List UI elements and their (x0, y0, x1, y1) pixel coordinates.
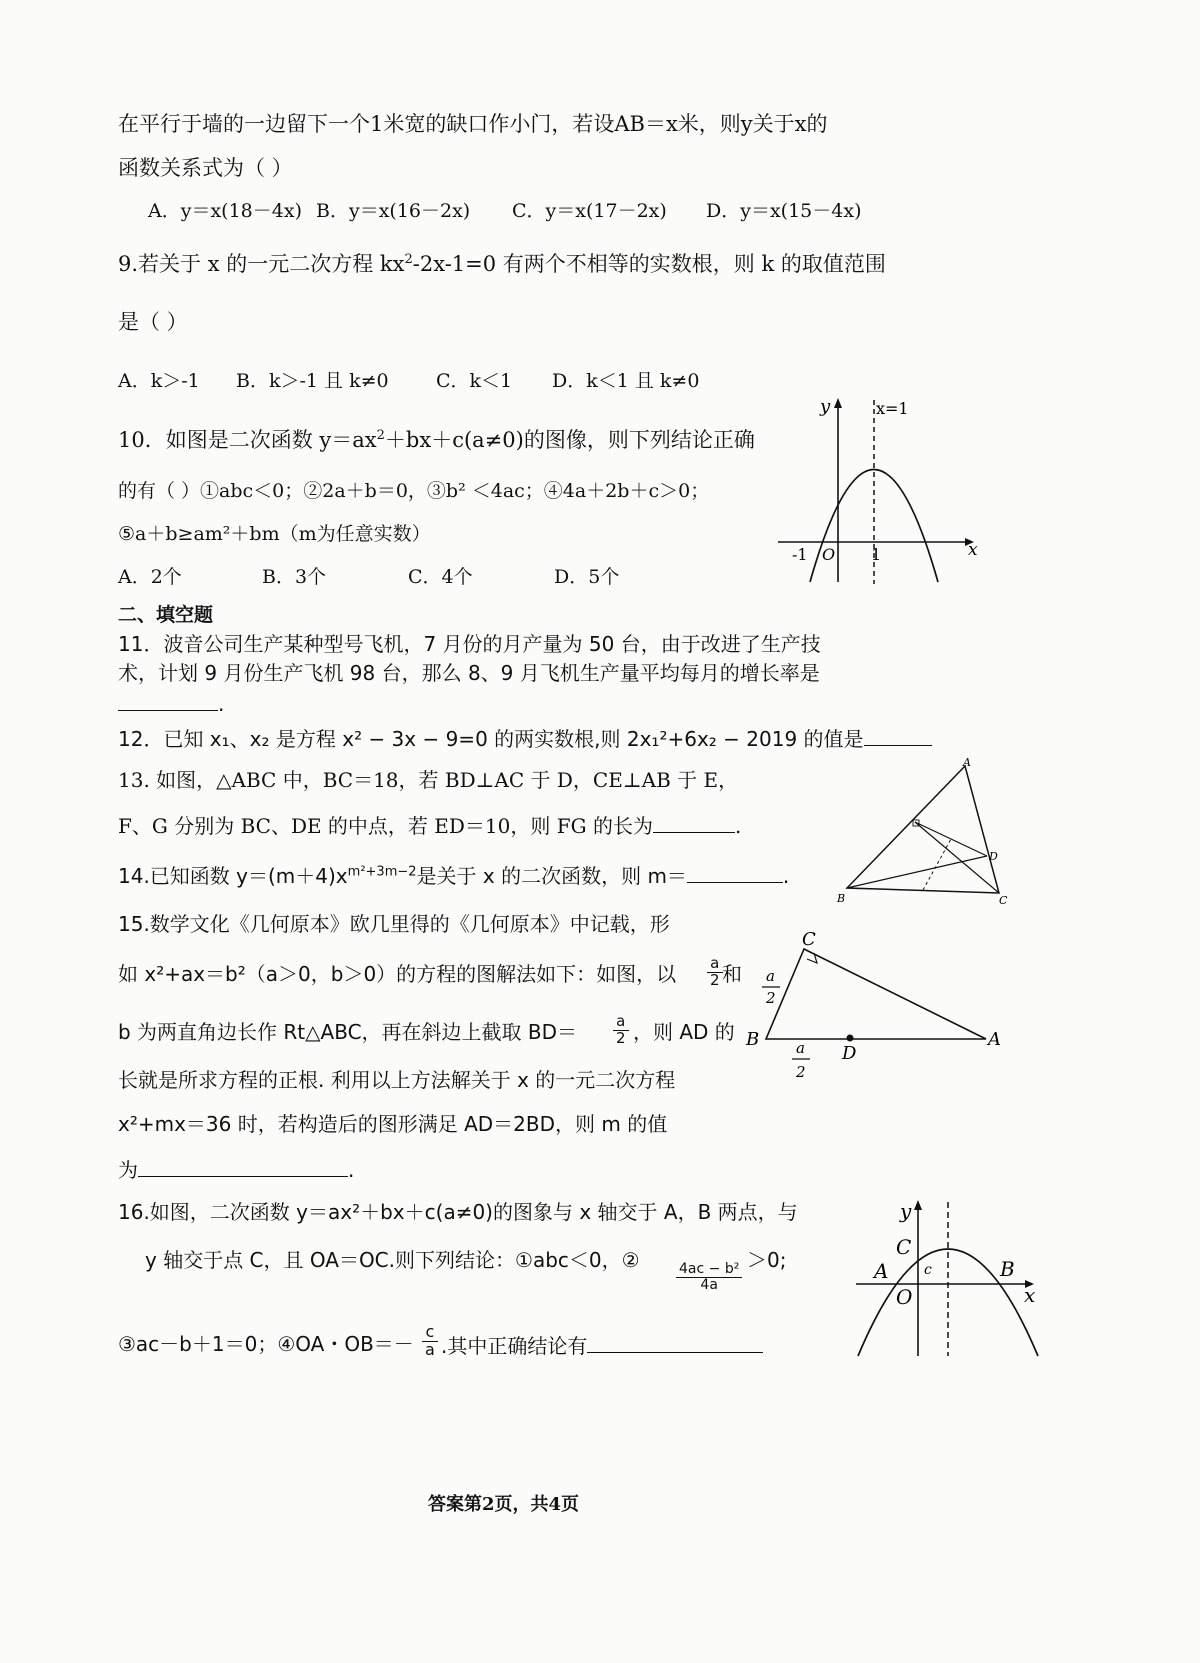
q13-label-a: A (963, 758, 971, 769)
q16-line3-end (441, 1332, 763, 1358)
q10-y-label: y (820, 396, 831, 417)
q13-line2 (118, 812, 741, 838)
q11-line2: 术，计划 9 月份生产飞机 98 台，那么 8、9 月飞机生产量平均每月的增长率是 (118, 661, 820, 685)
q13-triangle-figure (835, 758, 1015, 908)
q10-line1-sup: 2 (376, 428, 385, 443)
q16-label-c-height: c (924, 1262, 932, 1278)
q15-side-num: a (766, 967, 775, 985)
q13-segment-fg (923, 839, 951, 890)
q15-label-a: A (988, 1029, 1001, 1050)
q15-line6-text: 为 (118, 1158, 138, 1182)
q15-label-c: C (802, 929, 816, 950)
q10-line3: ⑤a＋b≥am²＋bm（m为任意实数） (118, 523, 431, 545)
q9-option-a: A．k＞-1 (118, 370, 200, 392)
q16-label-c: C (896, 1235, 912, 1259)
q16-line3-fraction (422, 1324, 438, 1359)
q13-segment-bd (847, 856, 987, 888)
q8-option-d: D．y＝x(15－4x) (706, 200, 862, 222)
q14-text-sup: m²+3m−2 (347, 864, 417, 880)
q15-line1: 15.数学文化《几何原本》欧几里得的《几何原本》中记载，形 (118, 912, 670, 936)
q13-line2-text: F、G 分别为 BC、DE 的中点，若 ED＝10，则 FG 的长为 (118, 814, 653, 838)
q8-option-a: A．y＝x(18－4x) (148, 200, 302, 222)
q13-line1: 13. 如图，△ABC 中，BC＝18，若 BD⊥AC 于 D，CE⊥AB 于 E， (118, 768, 739, 792)
q15-line2-frac-num: a (707, 956, 723, 973)
q15-line3-fraction (613, 1014, 629, 1047)
q13-answer-blank (653, 812, 735, 833)
q14-line (118, 862, 789, 888)
q11-line3 (118, 690, 224, 716)
q13-label-b: B (837, 892, 846, 905)
q16-x-label: x (1024, 1283, 1036, 1307)
q10-tick-neg1: -1 (792, 545, 808, 564)
q14-answer-blank (687, 862, 783, 883)
q16-label-b: B (1000, 1257, 1015, 1281)
q15-line6 (118, 1156, 354, 1182)
q16-label-o: O (896, 1285, 913, 1309)
q15-line3-a: b 为两直角边长作 Rt△ABC，再在斜边上截取 BD＝ (118, 1020, 578, 1044)
q11-answer-blank (118, 690, 218, 711)
q14-text-a: 14.已知函数 y＝(m＋4)x (118, 864, 348, 888)
q15-bd-den: 2 (796, 1063, 806, 1081)
q15-line6-end: . (348, 1158, 355, 1182)
q10-option-d: D．5个 (554, 566, 620, 588)
q9-line2: 是（ ） (118, 310, 188, 334)
q16-answer-blank (587, 1332, 763, 1353)
q8-line1: 在平行于墙的一边留下一个1米宽的缺口作小门，若设AB＝x米，则y关于x的 (118, 112, 828, 136)
q15-label-d: D (842, 1043, 857, 1064)
q9-line1-sup: 2 (404, 252, 413, 267)
q8-line2: 函数关系式为（ ） (118, 156, 293, 180)
q15-line3-frac-num: a (613, 1014, 629, 1031)
q15-line3-b: ，则 AD 的 (633, 1020, 735, 1044)
q9-option-d: D．k＜1 且 k≠0 (552, 370, 700, 392)
q10-option-b: B．3个 (262, 566, 327, 588)
q15-bd-num: a (796, 1039, 805, 1057)
q15-right-triangle-figure (740, 925, 1010, 1090)
q15-answer-blank (138, 1156, 348, 1177)
q12-answer-blank (864, 725, 932, 746)
q10-y-arrow (834, 398, 842, 408)
q9-line1-a: 9.若关于 x 的一元二次方程 kx (118, 252, 405, 276)
q13-line2-end: . (734, 814, 742, 838)
q16-line2-b: ＞0; (747, 1248, 787, 1272)
q14-text-b: 是关于 x 的二次函数，则 m＝ (416, 864, 687, 888)
q12-line (118, 725, 932, 751)
q15-line4: 长就是所求方程的正根. 利用以上方法解关于 x 的一元二次方程 (118, 1068, 676, 1092)
q15-triangle-abc (766, 949, 986, 1039)
q8-option-b: B．y＝x(16－2x) (316, 200, 471, 222)
q15-line2: 如 x²+ax＝b²（a＞0，b＞0）的方程的图解法如下：如图，以 (118, 962, 677, 986)
section-title-fill-in: 二、填空题 (118, 604, 214, 626)
q13-label-c: C (999, 894, 1008, 907)
q16-line3-frac-num: c (422, 1324, 438, 1342)
q10-x-label: x (968, 540, 978, 560)
q10-parabola-graph (770, 392, 985, 587)
q10-line1-a: 10．如图是二次函数 y＝ax (118, 428, 377, 452)
q10-line1-b: ＋bx＋c(a≠0)的图像，则下列结论正确 (384, 428, 755, 452)
q15-label-b: B (746, 1029, 760, 1050)
q14-end: . (782, 864, 790, 888)
q16-line1: 16.如图，二次函数 y＝ax²＋bx＋c(a≠0)的图象与 x 轴交于 A，B 两点，与 (118, 1200, 798, 1224)
q15-side-den: 2 (766, 989, 776, 1007)
q16-line2-fraction (676, 1262, 742, 1292)
q15-point-d (847, 1035, 854, 1042)
q16-y-label: y (900, 1199, 912, 1223)
q16-line3 (118, 1332, 414, 1356)
q9-option-b: B．k＞-1 且 k≠0 (236, 370, 389, 392)
q9-option-c: C．k＜1 (436, 370, 513, 392)
q16-line2-a: y 轴交于点 C，且 OA＝OC.则下列结论：①abc＜0，② (145, 1248, 640, 1272)
q10-option-c: C．4个 (408, 566, 473, 588)
q16-parabola-graph (850, 1192, 1050, 1362)
q15-line5: x²+mx＝36 时，若构造后的图形满足 AD＝2BD，则 m 的值 (118, 1112, 668, 1136)
q10-origin: O (822, 545, 836, 564)
q15-line3-frac-den: 2 (616, 1028, 626, 1047)
q8-option-c: C．y＝x(17－2x) (512, 200, 667, 222)
q16-line2-frac-num: 4ac − b² (676, 1262, 742, 1278)
q16-line3-frac-den: a (425, 1339, 435, 1359)
q10-option-a: A．2个 (118, 566, 182, 588)
q10-line2: 的有（ ）①abc＜0；②2a＋b＝0，③b² ＜4ac；④4a＋2b＋c＞0； (118, 480, 710, 502)
q10-tick-1: 1 (871, 545, 882, 564)
q16-line2-frac-den: 4a (700, 1276, 718, 1293)
q16-line3-b: .其中正确结论有 (441, 1334, 588, 1358)
q16-label-a: A (874, 1259, 889, 1283)
q12-text: 12．已知 x₁、x₂ 是方程 x² − 3x − 9=0 的两实数根,则 2x₁²+6x₂ − 2019 的值是 (118, 727, 864, 751)
q11-line1: 11．波音公司生产某种型号飞机，7 月份的月产量为 50 台，由于改进了生产技 (118, 632, 821, 656)
q9-line1 (118, 252, 886, 277)
q15-line2-end: 和 (722, 962, 742, 986)
q10-axis-line-label: x=1 (876, 399, 909, 418)
q11-line3-end: . (218, 692, 225, 716)
q16-line3-a: ③ac－b＋1＝0；④OA・OB＝－ (118, 1332, 414, 1356)
q13-label-d: D (989, 850, 998, 863)
q15-line2-frac-den: 2 (710, 970, 720, 989)
q10-line1 (118, 428, 755, 453)
page-footer: 答案第2页，共4页 (428, 1494, 580, 1515)
q16-y-arrow (914, 1200, 922, 1210)
q9-line1-b: -2x-1=0 有两个不相等的实数根，则 k 的取值范围 (412, 252, 886, 276)
q15-line2-fraction (707, 956, 723, 989)
